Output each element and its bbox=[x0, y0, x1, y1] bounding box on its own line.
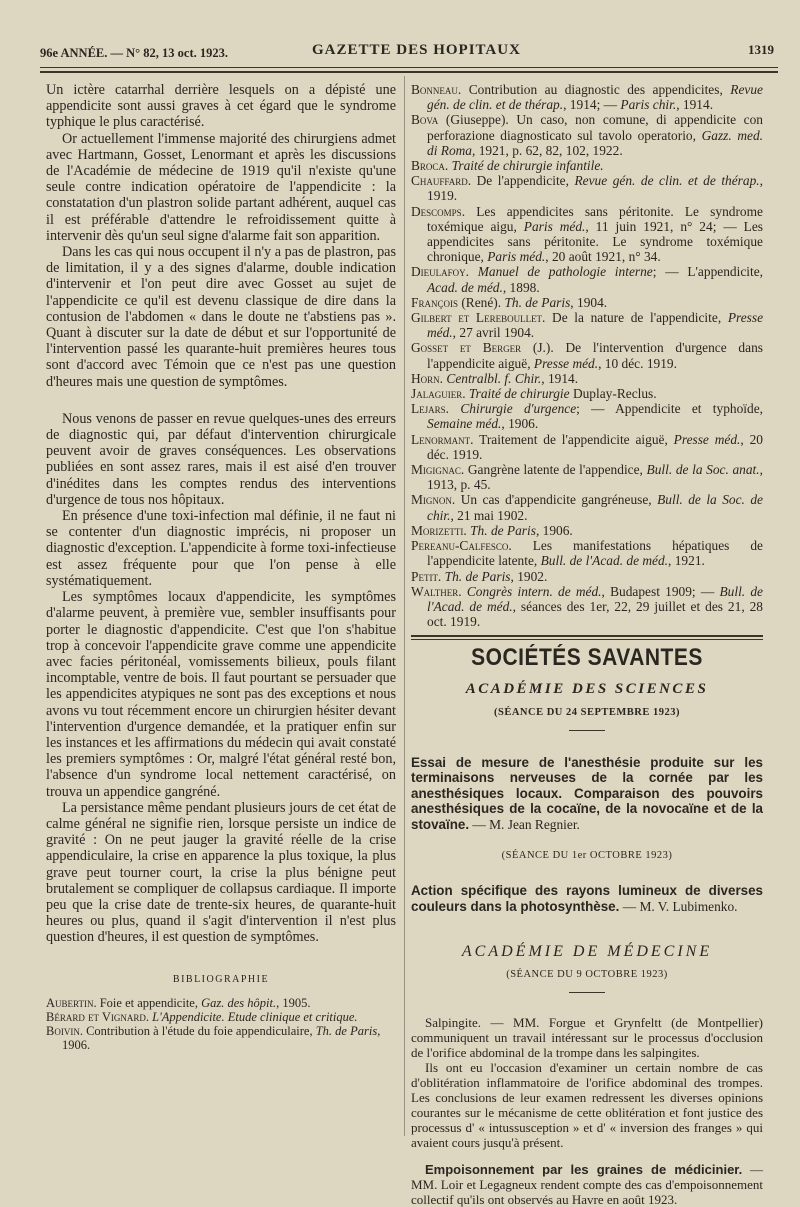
article-paragraph: Dans les cas qui nous occupent il n'y a pas de plastron, pas de limitation, il y a des signes d'alarme, double indication d'intervenir et l'on peut dire avec Gosset au sujet de l'appendicite ce qu'il est devenu classique de dire dans la contusion de l'abdomen « dans le doute ne t'abstiens pas ». Quant à discuter sur la date de début et sur l'opportunité de l'intervention passé les quarante-huit premières heures tous sont d'accord avec Témoin que ce n'est pas une question d'heures mais une question de symptômes. bbox=[46, 244, 396, 390]
article-paragraph: Les symptômes locaux d'appendicite, les symptômes d'alarme peuvent, à première vue, sembler insuffisants pour porter le diagnostic d'appendicite. C'est que l'on s'habitue trop à concevoir l'appendicite grave comme une appendicite avec facies péritonéal, vomissements bilieux, pouls filant incomptable, ventre de bois. Il faut pourtant se persuader que les appendicites atypiques ne sont pas des exceptions et nous avons vu tout récemment encore un chirurgien hésiter devant l'intervention d'urgence demandée, et la pratiquer enfin sur les instances et les affirmations du médecin qui avait constaté les premiers symptômes : Or, malgré l'état général resté bon, l'absence d'un syndrome local nettement caractérisé, on trouva un appendice gangréné. bbox=[46, 589, 396, 800]
seance-date: (SÉANCE DU 24 SEPTEMBRE 1923) bbox=[493, 706, 681, 718]
reference-entry: Bova (Giuseppe). Un caso, non comune, di appendicite con perforazione diagnosticato sul tavolo operatorio, Gazz. med. di Roma, 1921, p. 62, 82, 102, 1922. bbox=[411, 112, 763, 158]
reference-entry: Dieulafoy. Manuel de pathologie interne; — L'appendicite, Acad. de méd., 1898. bbox=[411, 264, 763, 295]
academie-medecine-title: ACADÉMIE DE MÉDECINE bbox=[461, 942, 713, 960]
reference-entry: Pereanu-Calfesco. Les manifestations hépatiques de l'appendicite latente, Bull. de l'Acad. de méd., 1921. bbox=[411, 538, 763, 569]
article-paragraph: Un ictère catarrhal derrière lesquels on a dépisté une appendicite sont aussi graves à cet égard que le syndrome typhique le plus caractérisé. bbox=[46, 82, 396, 131]
divider bbox=[569, 730, 605, 731]
reference-entry: Descomps. Les appendicites sans péritonite. Le syndrome toxémique aigu, Paris méd., 11 juin 1921, n° 24; — Les appendicites sans péritonite. Le syndrome toxémique chronique, Paris méd., 20 août 1921, n° 34. bbox=[411, 203, 763, 265]
left-column bbox=[46, 82, 396, 1052]
report-paragraph: Empoisonnement par les graines de médicinier. — MM. Loir et Legagneux rendent compte des cas d'empoisonnement collectif qu'ils ont observés au Havre en août 1923. bbox=[411, 1162, 763, 1207]
section-rule bbox=[411, 635, 763, 637]
reference-entry: Jalaguier. Traité de chirurgie Duplay-Reclus. bbox=[411, 386, 657, 402]
academie-sciences-title: ACADÉMIE DES SCIENCES bbox=[465, 680, 709, 697]
bibliography-entry: Bérard et Vignard. L'Appendicite. Etude clinique et critique. bbox=[46, 1009, 358, 1024]
reference-entry: Broca. Traité de chirurgie infantile. bbox=[411, 158, 604, 174]
bibliography bbox=[46, 996, 396, 1052]
article-paragraph: La persistance même pendant plusieurs jours de cet état de calme général ne signifie rien, lorsque persiste un indice de gravité : On ne peut jauger la gravité réelle de la crise appendiculaire, la crise en apparence la plus toxique, la plus grave peut tourner court, la crise la plus bénigne peut brutalement se compliquer de collapsus cardiaque. Il importe peu que la crise date de trente-six heures, de quarante-huit heures ou plus, quand il s'agit d'intervention il n'est plus question d'heures, il est question de symptômes. bbox=[46, 799, 396, 946]
reference-entry: François (René). Th. de Paris, 1904. bbox=[411, 294, 608, 310]
header-rule-thick bbox=[40, 71, 778, 73]
reference-entry: Mignon. Un cas d'appendicite gangréneuse, Bull. de la Soc. de chir., 21 mai 1902. bbox=[411, 492, 763, 523]
reference-entry: Gilbert et Lereboullet. De la nature de l'appendicite, Presse méd., 27 avril 1904. bbox=[411, 310, 764, 341]
article-paragraph: En présence d'une toxi-infection mal définie, il ne faut ni se contenter d'un diagnostic imprécis, ni proposer un diagnostic d'exception. L'appendicite à forme toxi-infectieuse est assez fréquente pour que l'on pense à elle systématiquement. bbox=[46, 508, 396, 589]
issue-info: 96e ANNÉE. — N° 82, 13 oct. 1923. bbox=[40, 46, 228, 60]
notice: Action spécifique des rayons lumineux de diverses couleurs dans la photosynthèse. — M. V. Lubimenko. bbox=[411, 883, 763, 914]
seance-date: (SÉANCE DU 9 OCTOBRE 1923) bbox=[506, 969, 668, 981]
divider bbox=[569, 992, 605, 993]
bibliography-heading: BIBLIOGRAPHIE bbox=[172, 973, 270, 985]
reference-list bbox=[411, 82, 763, 629]
reference-entry: Migignac. Gangrène latente de l'appendice, Bull. de la Soc. anat., 1913, p. 45. bbox=[411, 462, 763, 493]
bibliography-entry: Aubertin. Foie et appendicite, Gaz. des hôpit., 1905. bbox=[46, 995, 311, 1010]
reference-entry: Lenormant. Traitement de l'appendicite aiguë, Presse méd., 20 déc. 1919. bbox=[411, 431, 763, 462]
report-paragraph: Ils ont eu l'occasion d'examiner un certain nombre de cas d'oblitération inflammatoire de l'orifice abdominal des trompes. Les conclusions de leur examen redressent les diverses opinions courantes sur le mécanisme de cette oblitération et font justice des processus d' « intussusception » et d' « inversion des franges » qui avaient cours jusqu'à présent. bbox=[411, 1060, 763, 1151]
seance-date: (SÉANCE DU 1er OCTOBRE 1923) bbox=[501, 849, 673, 861]
reference-entry: Gosset et Berger (J.). De l'intervention d'urgence dans l'appendicite aiguë, Presse méd., 10 déc. 1919. bbox=[411, 340, 763, 371]
reference-entry: Chauffard. De l'appendicite, Revue gén. de clin. et de thérap., 1919. bbox=[411, 173, 763, 204]
reference-entry: Morizetti. Th. de Paris, 1906. bbox=[411, 522, 573, 538]
article-paragraph: Nous venons de passer en revue quelques-unes des erreurs de diagnostic qui, par défaut d'intervention chirurgicale peuvent avoir de graves conséquences. Les observations publiées en sont assez rares, mais il est aisé d'en trouver d'inédites dans les comptes rendus des interventions d'urgence de tous nos hôpitaux. bbox=[46, 410, 396, 508]
journal-title: GAZETTE DES HOPITAUX bbox=[312, 42, 521, 58]
page-number: 1319 bbox=[748, 42, 774, 57]
right-column bbox=[411, 82, 763, 1207]
bibliography-entry: Boivin. Contribution à l'étude du foie appendiculaire, Th. de Paris, 1906. bbox=[46, 1023, 381, 1052]
header-rule bbox=[40, 67, 778, 68]
notice: Essai de mesure de l'anesthésie produite sur les terminaisons nerveuses de la cornée par les anesthésiques locaux. Comparaison des pouvoirs anesthésiques de la cocaïne, de la novocaïne et de la stovaïne. — M. Jean Regnier. bbox=[411, 754, 763, 832]
section-rule-thin bbox=[411, 639, 763, 640]
column-separator bbox=[404, 76, 405, 1136]
report-paragraph: Salpingite. — MM. Forgue et Grynfeltt (de Montpellier) communiquent un travail intéressant sur le processus d'occlusion de l'orifice abdominal de la trompe dans les salpingites. bbox=[411, 1015, 763, 1061]
reference-entry: Lejars. Chirurgie d'urgence; — Appendicite et typhoïde, Semaine méd., 1906. bbox=[411, 401, 763, 432]
page-header bbox=[40, 42, 778, 66]
reference-entry: Walther. Congrès intern. de méd., Budapest 1909; — Bull. de l'Acad. de méd., séances des 1er, 22, 29 juillet et des 21, 28 oct. 1919. bbox=[411, 583, 763, 630]
reference-entry: Petit. Th. de Paris, 1902. bbox=[411, 568, 548, 584]
section-title: SOCIÉTÉS SAVANTES bbox=[471, 644, 703, 672]
article-paragraph: Or actuellement l'immense majorité des chirurgiens admet avec Hartmann, Gosset, Lenormant et après les discussions de l'Académie de médecine de 1919 qu'il n'existe qu'une seule contre indication opératoire de l'appendicite : la constatation d'un plastron solide partant adhérent, auquel cas il est préférable d'attendre le refroidissement quitte à intervenir dès qu'un seul signe d'alarme fait son apparition. bbox=[46, 130, 396, 244]
reference-entry: Horn. Centralbl. f. Chir., 1914. bbox=[411, 370, 579, 386]
reference-entry: Bonneau. Contribution au diagnostic des appendicites, Revue gén. de clin. et de thérap., 1914; — Paris chir., 1914. bbox=[411, 82, 763, 113]
